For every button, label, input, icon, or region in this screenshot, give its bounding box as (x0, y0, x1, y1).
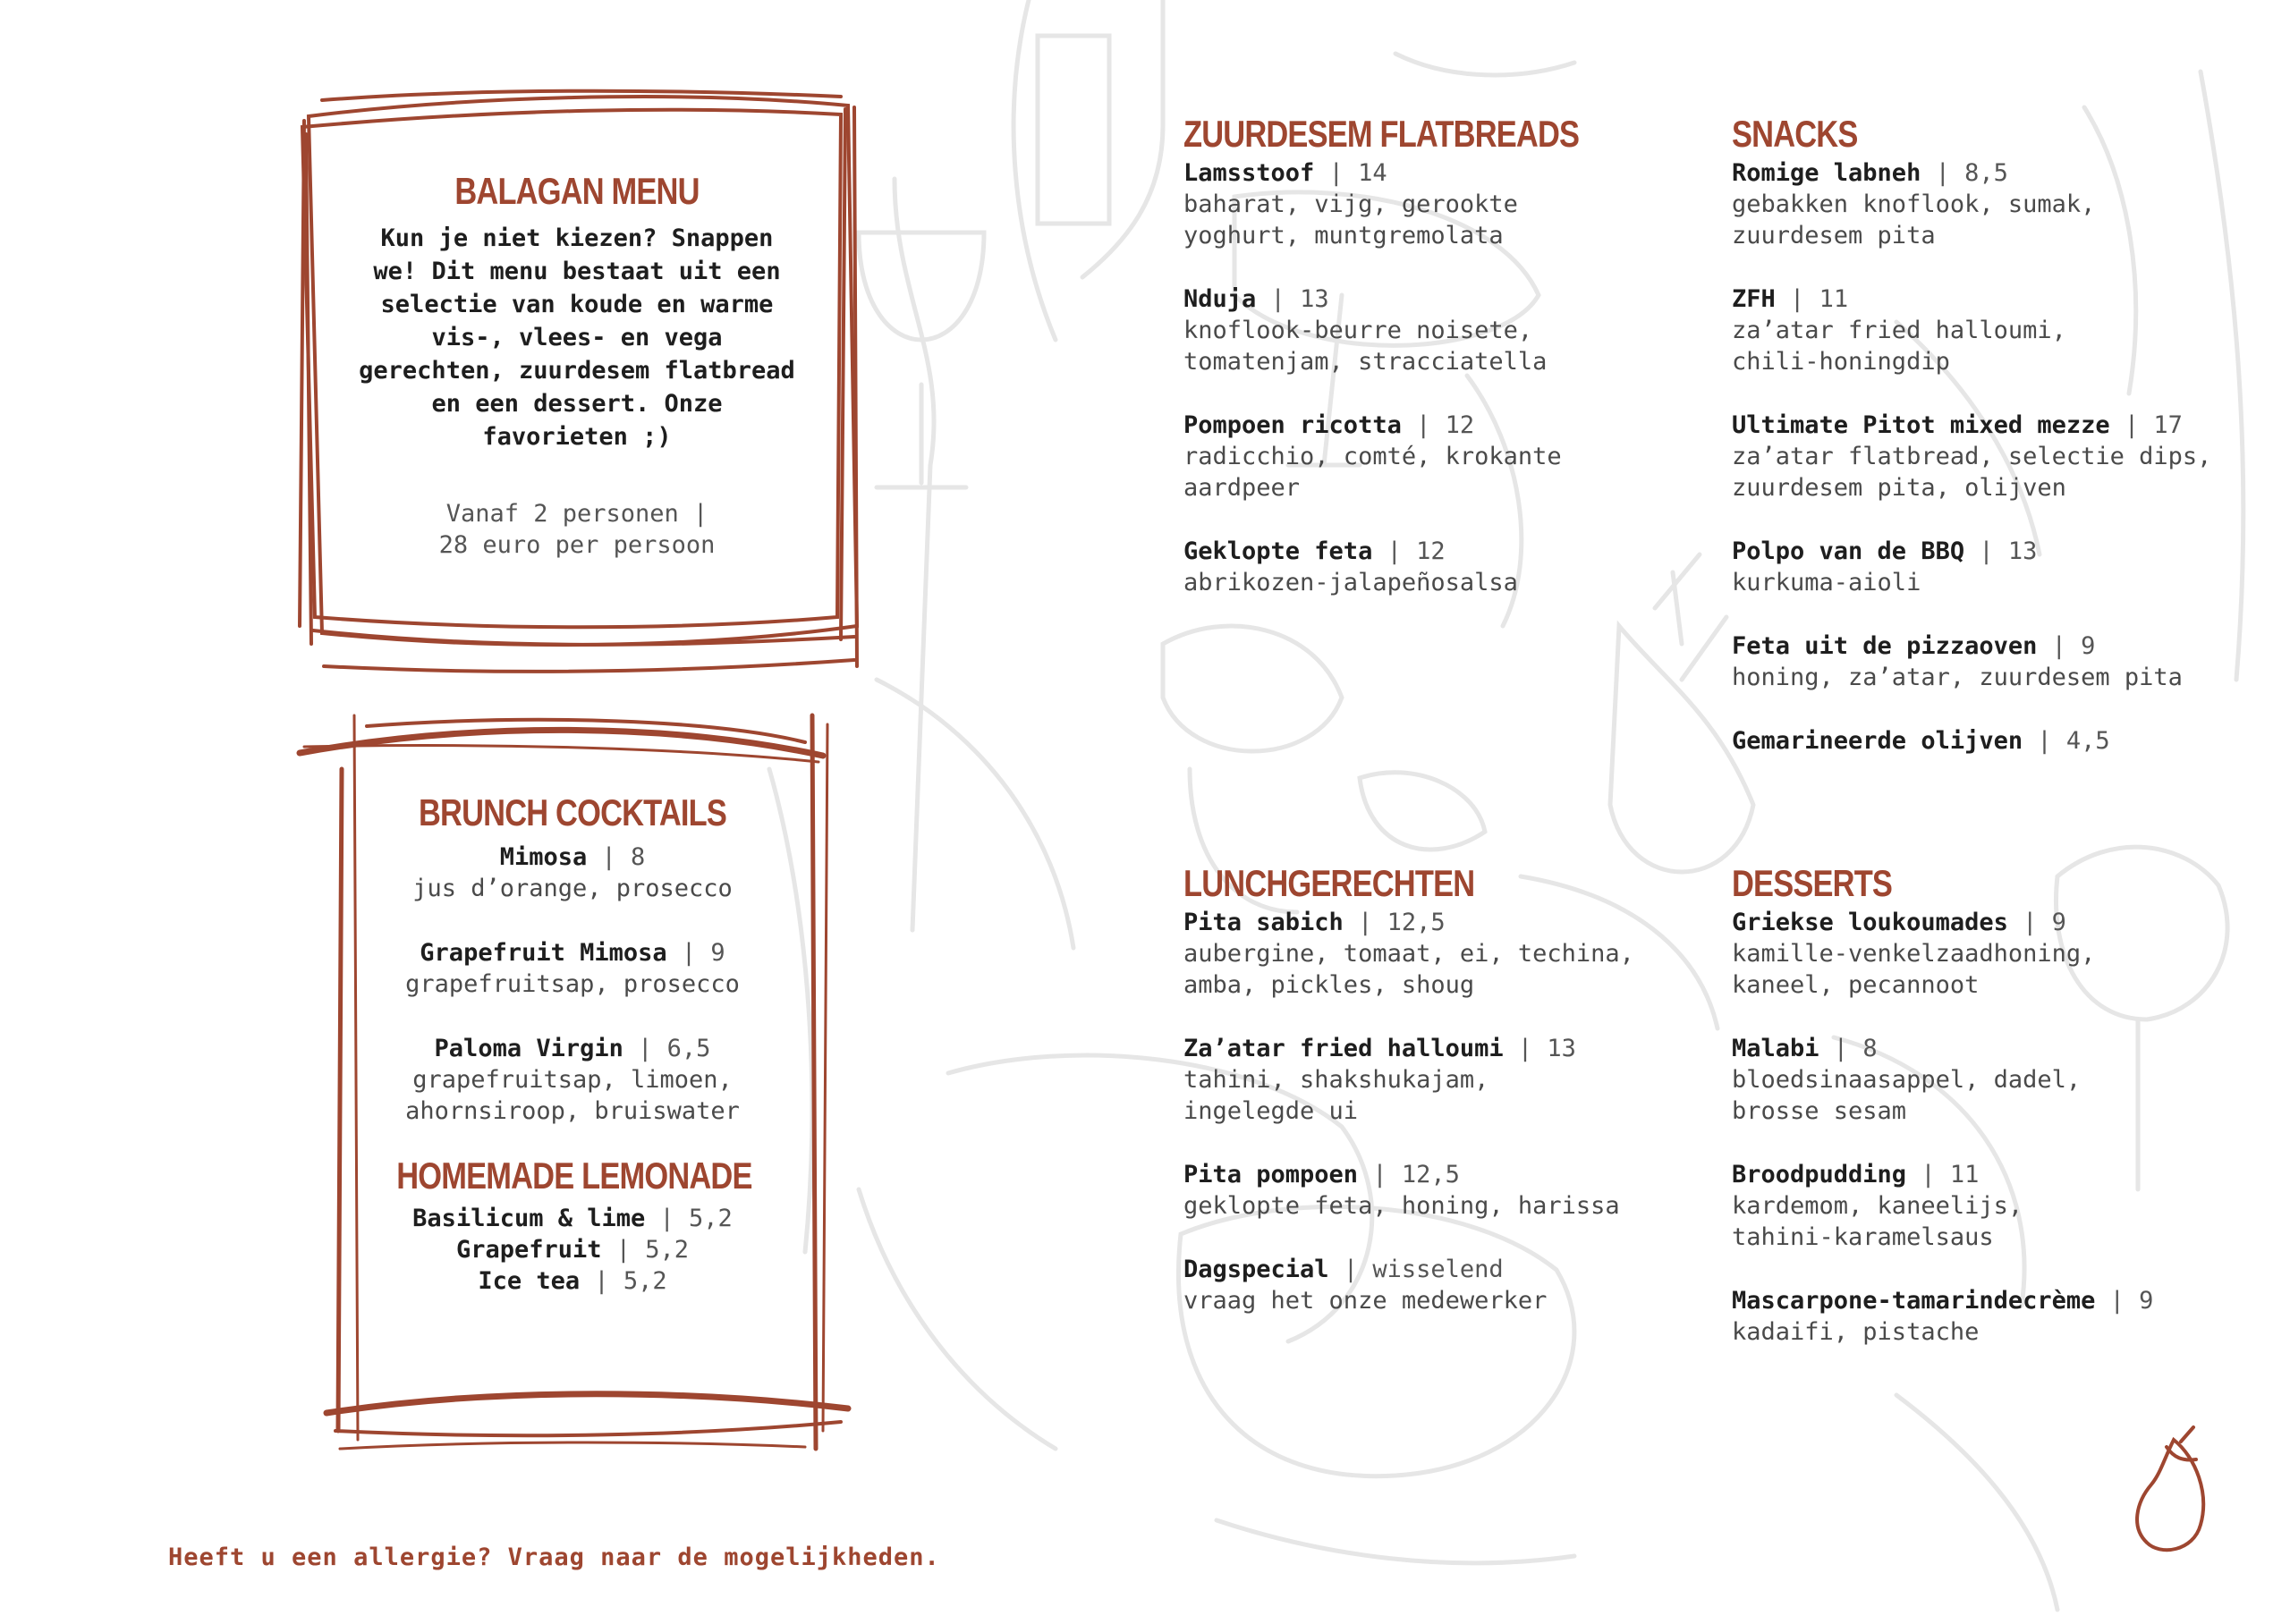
lunch-title: LUNCHGERECHTEN (1183, 862, 1475, 904)
snacks-list (1732, 157, 2286, 757)
item-description: kardemom, kaneelijs, tahini-karamelsaus (1732, 1192, 2023, 1251)
item-description: kurkuma-aioli (1732, 569, 1921, 596)
item-price: | 13 (1503, 1035, 1576, 1062)
lunch-item (1183, 1254, 1720, 1316)
item-price: | 8,5 (1921, 159, 2008, 187)
snacks-item (1732, 410, 2286, 503)
item-price: | 14 (1314, 159, 1387, 187)
flatbreads-item (1183, 157, 1720, 251)
desserts-item (1732, 1033, 2269, 1127)
lemonade-item (358, 1234, 787, 1265)
cocktail-price: | 9 (666, 939, 725, 967)
item-name: Romige labneh (1732, 159, 1921, 187)
lunch-list (1183, 907, 1720, 1316)
item-price: | 9 (2037, 632, 2096, 660)
item-price: | 11 (1775, 285, 1849, 313)
snacks-item (1732, 283, 2286, 377)
snacks-section (1732, 113, 2286, 789)
item-name: Nduja (1183, 285, 1257, 313)
item-price: | 17 (2109, 411, 2183, 439)
lemonade-price: | 5,2 (601, 1236, 690, 1264)
snacks-item (1732, 157, 2286, 251)
balagan-title: BALAGAN MENU (454, 170, 700, 212)
desserts-section (1732, 862, 2269, 1380)
eggplant-icon (2111, 1422, 2218, 1565)
cocktails-box (358, 791, 787, 1297)
desserts-list (1732, 907, 2269, 1348)
lunch-section (1183, 862, 1720, 1349)
cocktail-item (358, 842, 787, 904)
item-description: abrikozen-jalapeñosalsa (1183, 569, 1518, 596)
item-price: | 12 (1372, 537, 1446, 565)
item-description: baharat, vijg, gerookte yoghurt, muntgremolata (1183, 190, 1518, 250)
lemonade-name: Grapefruit (455, 1236, 602, 1264)
item-price: | 12 (1401, 411, 1475, 439)
cocktail-name: Paloma Virgin (434, 1035, 623, 1062)
cocktail-list (358, 842, 787, 1127)
lemonade-item (358, 1265, 787, 1297)
item-name: Za’atar fried halloumi (1183, 1035, 1504, 1062)
lemonade-name: Ice tea (478, 1267, 581, 1295)
item-name: Gemarineerde olijven (1732, 727, 2023, 755)
item-name: Ultimate Pitot mixed mezze (1732, 411, 2110, 439)
desserts-item (1732, 1285, 2269, 1348)
cocktail-description: grapefruitsap, prosecco (405, 970, 740, 998)
balagan-price: 28 euro per persoon (438, 531, 716, 559)
flatbreads-title: ZUURDESEM FLATBREADS (1183, 113, 1580, 155)
cocktails-title: BRUNCH COCKTAILS (418, 791, 727, 833)
item-description: kadaifi, pistache (1732, 1318, 1980, 1346)
cocktail-description: grapefruitsap, limoen, ahornsiroop, bruiswater (405, 1066, 740, 1125)
item-description: bloedsinaasappel, dadel, brosse sesam (1732, 1066, 2082, 1125)
cocktail-item (358, 937, 787, 1000)
item-price: | 9 (2007, 909, 2066, 936)
item-name: Pita pompoen (1183, 1161, 1359, 1188)
item-description: geklopte feta, honing, harissa (1183, 1192, 1620, 1220)
balagan-menu-box (353, 170, 801, 561)
item-price: | 12,5 (1358, 1161, 1460, 1188)
desserts-item (1732, 1159, 2269, 1253)
item-description: honing, za’atar, zuurdesem pita (1732, 664, 2183, 691)
cocktail-name: Grapefruit Mimosa (420, 939, 667, 967)
lemonade-item (358, 1203, 787, 1234)
snacks-title: SNACKS (1732, 113, 1858, 155)
item-name: Feta uit de pizzaoven (1732, 632, 2038, 660)
item-name: ZFH (1732, 285, 1776, 313)
flatbreads-section (1183, 113, 1720, 630)
item-name: Griekse loukoumades (1732, 909, 2008, 936)
lemonade-name: Basilicum & lime (412, 1205, 646, 1232)
snacks-item (1732, 725, 2286, 757)
item-price: | 13 (1964, 537, 2038, 565)
item-description: radicchio, comté, krokante aardpeer (1183, 443, 1562, 502)
item-price: | 12,5 (1343, 909, 1446, 936)
lemonade-list (358, 1203, 787, 1297)
balagan-persons: Vanaf 2 personen | (445, 500, 708, 528)
item-name: Polpo van de BBQ (1732, 537, 1965, 565)
item-description: knoflook-beurre noisete, tomatenjam, stracciatella (1183, 317, 1548, 376)
item-description: kamille-venkelzaadhoning, kaneel, pecannoot (1732, 940, 2096, 999)
item-description: tahini, shakshukajam, ingelegde ui (1183, 1066, 1489, 1125)
cocktail-price: | 6,5 (623, 1035, 711, 1062)
flatbreads-item (1183, 410, 1720, 503)
item-name: Lamsstoof (1183, 159, 1315, 187)
lunch-item (1183, 1033, 1720, 1127)
balagan-description: Kun je niet kiezen? Snappen we! Dit menu bestaat uit een selectie van koude en warme vis-, vlees- en vega gerechten, zuurdesem flatbread en een dessert. Onze favorieten ;) (359, 224, 795, 451)
item-description: gebakken knoflook, sumak, zuurdesem pita (1732, 190, 2096, 250)
item-name: Mascarpone-tamarindecrème (1732, 1287, 2096, 1315)
flatbreads-item (1183, 283, 1720, 377)
item-price: | 4,5 (2023, 727, 2110, 755)
item-name: Malabi (1732, 1035, 1819, 1062)
flatbreads-item (1183, 536, 1720, 598)
cocktail-description: jus d’orange, prosecco (412, 875, 733, 902)
item-price: | 8 (1819, 1035, 1878, 1062)
item-description: za’atar flatbread, selectie dips, zuurdesem pita, olijven (1732, 443, 2212, 502)
lunch-item (1183, 1159, 1720, 1222)
cocktail-name: Mimosa (499, 843, 588, 871)
desserts-title: DESSERTS (1732, 862, 1893, 904)
item-description: za’atar fried halloumi, chili-honingdip (1732, 317, 2066, 376)
lemonade-price: | 5,2 (580, 1267, 667, 1295)
cocktail-item (358, 1033, 787, 1127)
allergy-notice: Heeft u een allergie? Vraag naar de mogelijkheden. (168, 1544, 940, 1571)
item-description: aubergine, tomaat, ei, techina, amba, pickles, shoug (1183, 940, 1634, 999)
item-price: | 13 (1256, 285, 1329, 313)
item-description: vraag het onze medewerker (1183, 1287, 1548, 1315)
lunch-item (1183, 907, 1720, 1001)
lemonade-title: HOMEMADE LEMONADE (396, 1155, 752, 1197)
desserts-item (1732, 907, 2269, 1001)
item-name: Geklopte feta (1183, 537, 1373, 565)
flatbreads-list (1183, 157, 1720, 598)
item-name: Dagspecial (1183, 1256, 1329, 1283)
item-name: Broodpudding (1732, 1161, 1907, 1188)
item-name: Pompoen ricotta (1183, 411, 1402, 439)
lemonade-price: | 5,2 (645, 1205, 733, 1232)
snacks-item (1732, 630, 2286, 693)
item-price: | 9 (2095, 1287, 2154, 1315)
item-name: Pita sabich (1183, 909, 1344, 936)
item-price: | 11 (1906, 1161, 1980, 1188)
item-price: | wisselend (1328, 1256, 1504, 1283)
snacks-item (1732, 536, 2286, 598)
cocktail-price: | 8 (587, 843, 646, 871)
